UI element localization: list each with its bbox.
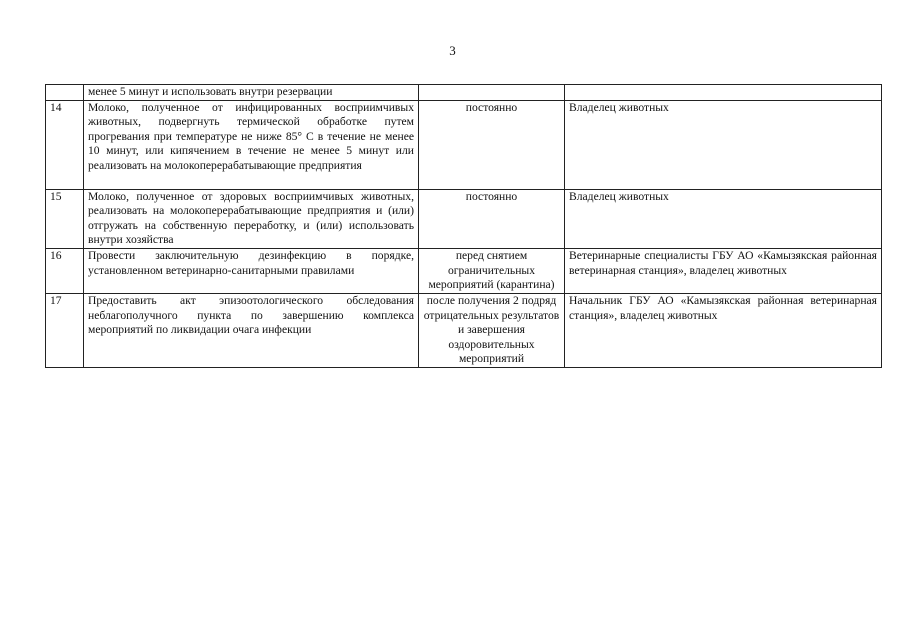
responsible-cell: Ветеринарные специалисты ГБУ АО «Камызякская районная ветеринарная станция», владелец животных	[565, 248, 882, 293]
table-row	[46, 85, 882, 101]
measure-cell: Предоставить акт эпизоотологического обследования неблагополучного пункта по завершению комплекса мероприятий по ликвидации очага инфекции	[84, 293, 419, 367]
row-number: 14	[46, 100, 84, 189]
term-cell: постоянно	[419, 100, 565, 189]
table-row	[46, 189, 882, 248]
responsible-cell: Владелец животных	[565, 100, 882, 189]
term-cell: постоянно	[419, 189, 565, 248]
row-number: 15	[46, 189, 84, 248]
responsible-cell: Начальник ГБУ АО «Камызякская районная ветеринарная станция», владелец животных	[565, 293, 882, 367]
responsible-cell: Владелец животных	[565, 189, 882, 248]
row-number: 16	[46, 248, 84, 293]
measure-cell: Молоко, полученное от инфицированных восприимчивых животных, подвергнуть термической обработке путем прогревания при температуре не ниже 85° С в течение не менее 10 минут, или кипячением в течение не менее 5 минут или реализовать на молокоперерабатывающие предприятия	[84, 100, 419, 189]
measure-cell: Провести заключительную дезинфекцию в порядке, установленном ветеринарно-санитарными правилами	[84, 248, 419, 293]
responsible-cell	[565, 85, 882, 101]
row-number	[46, 85, 84, 101]
table-row	[46, 248, 882, 293]
term-cell	[419, 85, 565, 101]
measure-cell: Молоко, полученное от здоровых восприимчивых животных, реализовать на молокоперерабатывающие предприятия и (или) отгружать на собственную переработку, и (или) использовать внутри хозяйства	[84, 189, 419, 248]
term-cell: перед снятием ограничительных мероприятий (карантина)	[419, 248, 565, 293]
term-cell: после получения 2 подряд отрицательных результатов и завершения оздоровительных мероприятий	[419, 293, 565, 367]
table-row	[46, 100, 882, 189]
measures-table	[45, 84, 882, 368]
page-number: 3	[449, 43, 456, 58]
measure-cell: менее 5 минут и использовать внутри резервации	[84, 85, 419, 101]
row-number: 17	[46, 293, 84, 367]
table-row	[46, 293, 882, 367]
